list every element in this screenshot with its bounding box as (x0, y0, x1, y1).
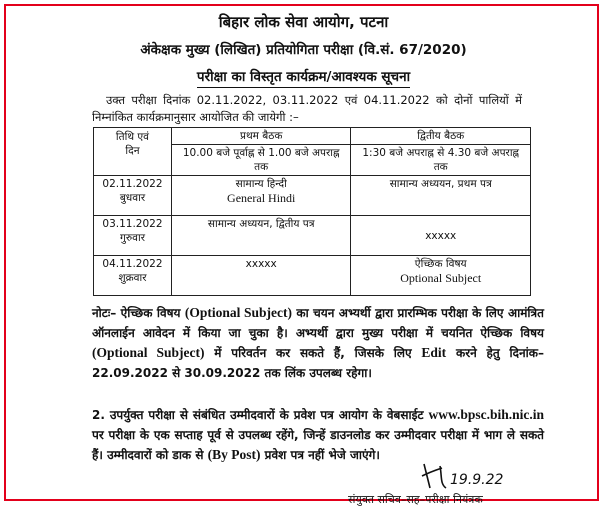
header-first-session: प्रथम बैठक (171, 128, 351, 145)
date-cell: 03.11.2022 गुरुवार (94, 216, 172, 256)
signature-date: 19.9.22 (450, 472, 504, 488)
handwritten-signature (418, 458, 508, 494)
second-session-cell: ऐच्छिक विषय Optional Subject (351, 256, 531, 296)
schedule-table (93, 127, 531, 296)
date-cell: 04.11.2022 शुक्रवार (94, 256, 172, 296)
header-date: तिथि एवं दिन (94, 128, 172, 176)
second-session-cell: xxxxx (351, 216, 531, 256)
first-session-cell: xxxxx (171, 256, 351, 296)
first-session-time: 10.00 बजे पूर्वाह्न से 1.00 बजे अपराह्न तक (171, 145, 351, 176)
org-title: बिहार लोक सेवा आयोग, पटना (218, 13, 389, 31)
header-second-session: द्वितीय बैठक (351, 128, 531, 145)
first-session-cell: सामान्य हिन्दी General Hindi (171, 176, 351, 216)
exam-title: अंकेक्षक मुख्य (लिखित) प्रतियोगिता परीक्षा (वि.सं. 67/2020) (140, 42, 467, 58)
optional-subject-note: नोटः– ऐच्छिक विषय (Optional Subject) का चयन अभ्यर्थी द्वारा प्रारम्भिक परीक्षा के लिए आमंत्रित ऑनलाईन आवेदन में किया जा चुका है। अभ्यर्थी द्वारा मुख्य परीक्षा में चयनित ऐच्छिक विषय (Optional Subject) में परिवर्तन कर सकते हैं, जिसके लिए Edit करने हेतु दिनांक–22.09.2022 से 30.09.2022 तक लिंक उपलब्ध रहेगा। (92, 305, 545, 380)
signatory-designation: संयुक्त सचिव–सह–परीक्षा नियंत्रक (348, 493, 483, 506)
second-session-cell: सामान्य अध्ययन, प्रथम पत्र (351, 176, 531, 216)
table-row (94, 216, 531, 256)
table-row (94, 256, 531, 296)
intro-paragraph: उक्त परीक्षा दिनांक 02.11.2022, 03.11.2022 एवं 04.11.2022 को दोनों पालियों में निम्नांकित कार्यक्रमानुसार आयोजित की जायेगी :– (92, 93, 522, 124)
table-header-row (94, 128, 531, 145)
first-session-cell: सामान्य अध्ययन, द्वितीय पत्र (171, 216, 351, 256)
table-row (94, 176, 531, 216)
admit-card-paragraph: 2. उपर्युक्त परीक्षा से संबंधित उम्मीदवारों के प्रवेश पत्र आयोग के वेबसाईट www.bpsc.bih.nic.in पर परीक्षा के एक सप्ताह पूर्व से उपलब्ध रहेंगे, जिन्हें डाउनलोड कर उम्मीदवार परीक्षा में भाग ले सकते हैं। उम्मीदवारों को डाक से (By Post) प्रवेश पत्र नहीं भेजे जाएंगे। (92, 407, 544, 462)
second-session-time: 1:30 बजे अपराह्न से 4.30 बजे अपराह्न तक (351, 145, 531, 176)
notice-subtitle: परीक्षा का विस्तृत कार्यक्रम/आवश्यक सूचना (0, 67, 607, 85)
date-cell: 02.11.2022 बुधवार (94, 176, 172, 216)
